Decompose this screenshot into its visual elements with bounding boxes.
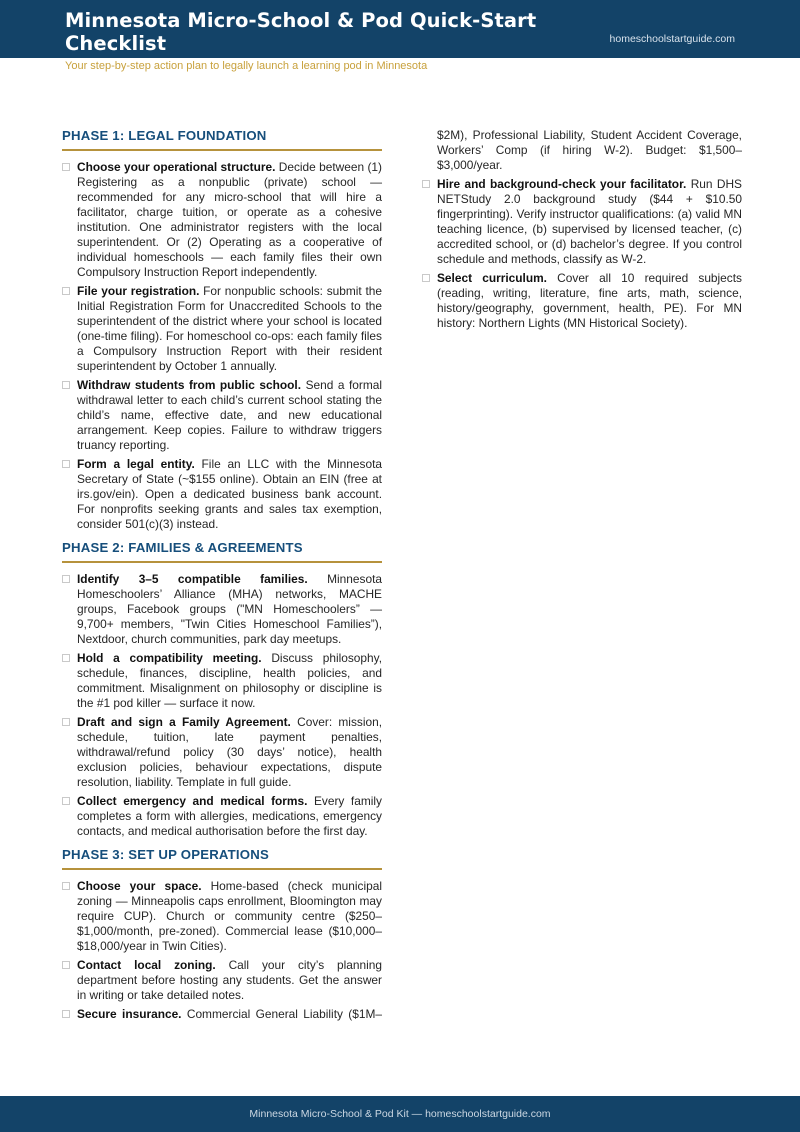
checkbox[interactable] xyxy=(62,460,70,468)
item-title: Draft and sign a Family Agreement. xyxy=(77,715,291,729)
checklist-item xyxy=(62,715,382,790)
item-body: Decide between (1) Registering as a nonpublic (private) school — recommended for any micro-school that will hire a facilitator, charge tuition, or operate as a cohesive institution. One administrator registers with the local superintendent. Or (2) Operating as a cooperative of individual homeschools — each family files their own Compulsory Instruction Report independently. xyxy=(77,160,382,279)
checkbox[interactable] xyxy=(62,882,70,890)
item-title: Form a legal entity. xyxy=(77,457,195,471)
phase-heading-label: PHASE 3: SET UP OPERATIONS xyxy=(62,847,269,862)
checkbox[interactable] xyxy=(62,718,70,726)
page-subtitle: Your step-by-step action plan to legally launch a learning pod in Minnesota xyxy=(65,60,428,72)
item-title: Identify 3–5 compatible families. xyxy=(77,572,308,586)
item-title: Select curriculum. xyxy=(437,271,547,285)
item-body: Send a formal withdrawal letter to each child’s current school stating the child’s name, effective date, and new educational arrangement. Keep copies. Failure to withdraw triggers truancy reporting. xyxy=(77,378,382,452)
item-title: Collect emergency and medical forms. xyxy=(77,794,308,808)
page-header xyxy=(0,0,800,72)
item-body: Cover all 10 required subjects (reading, writing, literature, fine arts, math, science, history/geography, government, health, PE). For MN history: Northern Lights (MN Historical Society). xyxy=(437,271,742,330)
checklist-item xyxy=(62,378,382,453)
phase-heading xyxy=(62,540,382,563)
item-body: Cover: mission, schedule, tuition, late payment penalties, withdrawal/refund policy (30 days’ notice), health exclusion policies, behaviour expectations, dispute resolution, liability. Template in full guide. xyxy=(77,715,383,789)
checkbox[interactable] xyxy=(62,575,70,583)
checkbox[interactable] xyxy=(62,1010,70,1018)
phase-heading-label: PHASE 1: LEGAL FOUNDATION xyxy=(62,128,267,143)
item-title: Withdraw students from public school. xyxy=(77,378,302,392)
item-title: Secure insurance. xyxy=(77,1007,182,1021)
page-footer xyxy=(0,1096,800,1132)
checkbox[interactable] xyxy=(62,961,70,969)
checkbox[interactable] xyxy=(62,797,70,805)
checklist-item xyxy=(422,271,742,331)
item-title: Contact local zoning. xyxy=(77,958,216,972)
checklist-item xyxy=(62,651,382,711)
footer-text: Minnesota Micro-School & Pod Kit — homeschoolstartguide.com xyxy=(249,1108,551,1120)
item-body: For nonpublic schools: submit the Initial Registration Form for Unaccredited Schools to the superintendent of the district where your school is located (one-time filing). For homeschool co-ops: each family files a Compulsory Instruction Report with their resident superintendent by October 1 annually. xyxy=(77,284,382,373)
checklist-content xyxy=(0,58,800,1026)
right-column xyxy=(422,128,742,1026)
checklist-item xyxy=(62,457,382,532)
phase-heading xyxy=(62,847,382,870)
left-column xyxy=(62,128,382,1026)
checklist-item xyxy=(62,284,382,374)
checkbox[interactable] xyxy=(62,287,70,295)
checklist-item xyxy=(62,160,382,280)
item-body: Call your city’s planning department before hosting any students. Get the answer in writing or take detailed notes. xyxy=(77,958,382,1002)
checklist-item xyxy=(62,958,382,1003)
item-continuation xyxy=(422,128,742,173)
item-body: Home-based (check municipal zoning — Minneapolis caps enrollment, Bloomington may require CUP). Church or community centre ($250–$1,000/month, pre-zoned). Commercial lease ($10,000–$18,000/year in Twin Cities). xyxy=(77,879,382,953)
checkbox[interactable] xyxy=(62,163,70,171)
site-url: homeschoolstartguide.com xyxy=(609,33,735,45)
item-body: Run DHS NETStudy 2.0 background study ($44 + $10.50 fingerprinting). Verify instructor qualifications: (a) valid MN teaching licence, (b) supervised by licensed teacher, (c) accredited school, or (d) bachelor’s degree. If you control schedule and methods, classify as W-2. xyxy=(437,177,742,266)
item-title: Choose your space. xyxy=(77,879,202,893)
item-body: Discuss philosophy, schedule, finances, discipline, health policies, and commitment. Misalignment on philosophy or discipline is the #1 pod killer — surface it now. xyxy=(77,651,383,710)
checklist-item xyxy=(62,1007,382,1022)
checklist-item xyxy=(422,177,742,267)
checklist-item xyxy=(62,879,382,954)
checkbox[interactable] xyxy=(62,381,70,389)
item-body: Minnesota Homeschoolers’ Alliance (MHA) networks, MACHE groups, Facebook groups ("MN Homeschoolers” — 9,700+ members, "Twin Cities Homeschool Families”), Nextdoor, church communities, park day meetups. xyxy=(77,572,382,646)
checkbox[interactable] xyxy=(422,180,430,188)
item-title: File your registration. xyxy=(77,284,200,298)
item-title: Choose your operational structure. xyxy=(77,160,276,174)
item-title: Hold a compatibility meeting. xyxy=(77,651,262,665)
checklist-item xyxy=(62,794,382,839)
item-body: File an LLC with the Minnesota Secretary of State (~$155 online). Obtain an EIN (free at irs.gov/ein). Open a dedicated business bank account. For nonprofits seeking grants and sales tax exemption, consider 501(c)(3) instead. xyxy=(77,457,382,531)
page-title: Minnesota Micro-School & Pod Quick-Start Checklist xyxy=(65,9,537,55)
checkbox[interactable] xyxy=(62,654,70,662)
phase-heading-label: PHASE 2: FAMILIES & AGREEMENTS xyxy=(62,540,303,555)
checkbox[interactable] xyxy=(422,274,430,282)
header-text-block xyxy=(65,9,610,72)
item-body: Every family completes a form with allergies, medications, emergency contacts, and medical authorisation before the first day. xyxy=(77,794,382,838)
checklist-item xyxy=(62,572,382,647)
phase-heading xyxy=(62,128,382,151)
item-title: Hire and background-check your facilitator. xyxy=(437,177,687,191)
item-body: Commercial General Liability ($1M– xyxy=(186,1007,382,1021)
item-body: $2M), Professional Liability, Student Accident Coverage, Workers’ Comp (if hiring W-2). Budget: $1,500–$3,000/year. xyxy=(437,128,742,172)
